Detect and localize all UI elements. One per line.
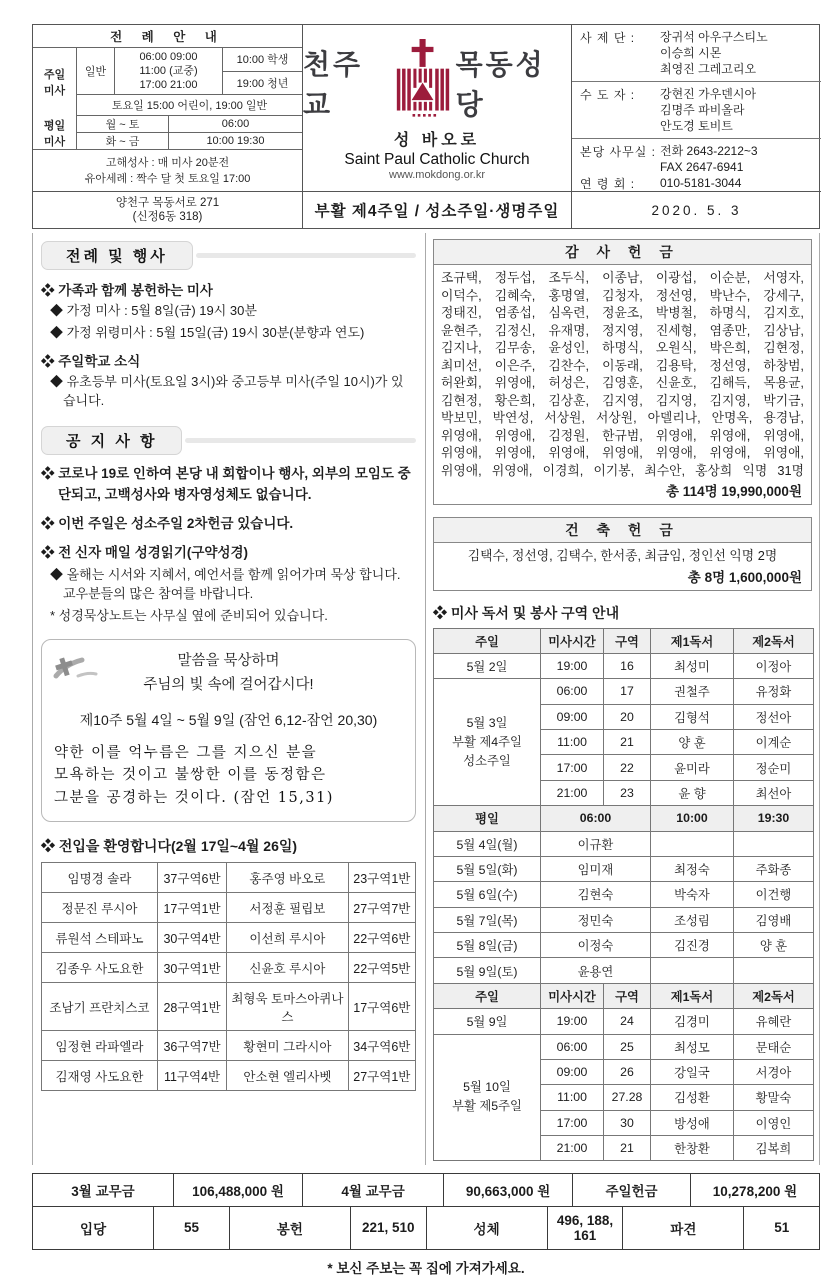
office-group bbox=[572, 139, 821, 192]
transfer-welcome-title: ❖ 전입을 환영합니다(2월 17일~4월 26일) bbox=[41, 838, 298, 855]
sunday-mass-label: 주일 미사 bbox=[33, 48, 77, 116]
logo-subtitle: 성 바오로 bbox=[393, 132, 481, 149]
section-decor-line bbox=[196, 253, 416, 258]
take-home-note: * 보신 주보는 꼭 집에 가져가세요. bbox=[327, 1260, 525, 1276]
section-notice bbox=[41, 426, 416, 455]
confession-baptism-info: 고해성사 : 매 미사 20분전 유아세례 : 짝수 달 첫 토요일 17:00 bbox=[84, 156, 251, 185]
office-label: 본당 사무실 : bbox=[580, 145, 656, 159]
table-row: 5월 5일(화) 임미재 최정숙 주화종 bbox=[434, 856, 814, 881]
hymn-numbers-table bbox=[32, 1206, 820, 1250]
table-row: 정문진 루시아 17구역1반 서정훈 필립보 27구역7반 bbox=[42, 893, 416, 923]
table-row: 09:00 20 김형석 정선아 bbox=[434, 704, 814, 729]
quote-verse: 약한 이를 억누름은 그를 지으신 분을 모욕하는 것이고 불쌍한 이를 동정함은 그분을 공경하는 것이다. (잠언 15,31) bbox=[54, 744, 334, 806]
readings-title: ❖ 미사 독서 및 봉사 구역 안내 bbox=[433, 604, 620, 621]
table-row: 5월 9일 19:00 24 김경미 유혜란 bbox=[434, 1009, 814, 1034]
table-row: 5월 2일 19:00 16 최성미 이정아 bbox=[434, 653, 814, 678]
table-row: 11:00 21 양 훈 이계순 bbox=[434, 730, 814, 755]
notice-item-sub: * 성경묵상노트는 사무실 옆에 준비되어 있습니다. bbox=[50, 608, 328, 624]
schedule-title: 전 례 안 내 bbox=[33, 25, 302, 48]
right-column bbox=[426, 233, 820, 1165]
section-title-notice: 공 지 사 항 bbox=[41, 426, 182, 455]
header bbox=[32, 24, 820, 229]
table-row: 조남기 프란치스코 28구역1반 최형욱 토마스아퀴나스 17구역6반 bbox=[42, 983, 416, 1031]
readings-table bbox=[433, 628, 814, 1162]
priests-label: 사 제 단 : bbox=[580, 31, 636, 45]
office-phones: 전화 2643-2212~3 FAX 2647-6941 bbox=[660, 144, 758, 174]
sisters-label: 수 도 자 : bbox=[580, 88, 636, 102]
notice-item-sub: ◆ 올해는 시서와 지혜서, 예언서를 함께 읽어가며 묵상 합니다. 교우분들의 많은 참여를 바랍니다. bbox=[50, 567, 401, 602]
liturgy-item-sub: ◆ 가정 미사 : 5월 8일(금) 19시 30분 bbox=[50, 303, 257, 318]
sunday-mass-rows bbox=[33, 48, 302, 116]
readings-weekday-rows bbox=[434, 831, 814, 983]
table-row: 5월 9일(토) 윤용연 bbox=[434, 958, 814, 983]
church-address: 양천구 목동서로 271 (신정6동 318) bbox=[33, 192, 303, 228]
transfer-rows bbox=[42, 863, 416, 1091]
table-row: 류원석 스테파노 30구역4반 이선희 루시아 22구역6반 bbox=[42, 923, 416, 953]
sunday-date-cell: 5월 10일 부활 제5주일 bbox=[434, 1034, 541, 1161]
quote-line: 주님의 빛 속에 걸어갑시다! bbox=[143, 676, 314, 693]
table-row: 5월 4일(월) 이규환 bbox=[434, 831, 814, 856]
table-row: 17:00 22 윤미라 정순미 bbox=[434, 755, 814, 780]
building-total: 총 8명 1,600,000원 bbox=[687, 569, 802, 585]
table-row: 17:00 30 방성애 이영인 bbox=[434, 1110, 814, 1135]
table-row: 임정현 라파엘라 36구역7반 황현미 그라시아 34구역6반 bbox=[42, 1031, 416, 1061]
senior-society-label: 연 령 회 : bbox=[580, 177, 636, 191]
building-title: 건 축 헌 금 bbox=[434, 518, 811, 543]
quote-week-range: 제10주 5월 4일 ~ 5월 9일 (잠언 6,12-잠언 20,30) bbox=[79, 711, 378, 728]
cross-sketch-icon bbox=[52, 650, 100, 691]
notice-item: ❖ 코로나 19로 인하여 본당 내 회합이나 행사, 외부의 모임도 중단되고, 고백성사와 병자영성체도 없습니다. bbox=[41, 466, 411, 502]
logo-text-left: 천주교 bbox=[303, 48, 364, 120]
transfer-table bbox=[41, 862, 416, 1091]
building-names: 김택수, 정선영, 김택수, 한서종, 최금임, 정인선 익명 2명 bbox=[467, 548, 778, 563]
left-column bbox=[32, 233, 426, 1165]
student-youth-times: 10:00 학생 19:00 청년 bbox=[223, 48, 302, 94]
table-row: 21:00 21 한창환 김복희 bbox=[434, 1136, 814, 1161]
table-header-row: 주일 미사시간 구역 제1독서 제2독서 bbox=[434, 628, 814, 653]
quote-line: 말씀을 묵상하며 bbox=[177, 652, 280, 669]
feast-title: 부활 제4주일 / 성소주일·생명주일 bbox=[303, 192, 572, 228]
church-logo-icon bbox=[395, 39, 451, 126]
thanksgiving-total: 총 114명 19,990,000원 bbox=[666, 484, 802, 499]
liturgy-item-sub: ◆ 가정 위령미사 : 5월 15일(금) 19시 30분(분향과 연도) bbox=[50, 324, 365, 340]
table-row: 21:00 23 윤 향 최선아 bbox=[434, 780, 814, 805]
table-row: 5월 6일(수) 김현숙 박숙자 이건행 bbox=[434, 882, 814, 907]
weekday-mass-rows: 평일 미사 월 ~ 토 06:00 화 ~ 금 10:00 19:30 bbox=[33, 116, 302, 150]
building-offering-box bbox=[433, 517, 812, 591]
logo-text-right: 목동성당 bbox=[455, 48, 546, 120]
table-row: 5월 8일(금) 이정숙 김진경 양 훈 bbox=[434, 933, 814, 958]
meditation-quote-box bbox=[41, 639, 416, 822]
logo-english-name: Saint Paul Catholic Church bbox=[344, 151, 530, 168]
sisters-names: 강현진 가우덴시아 김명주 파비올라 안도경 토비트 bbox=[660, 87, 757, 133]
general-mass-label: 일반 bbox=[77, 48, 115, 94]
clergy-box bbox=[572, 25, 821, 192]
liturgy-item-sub: ◆ 유초등부 미사(토요일 3시)와 중고등부 미사(주일 10시)가 있습니다. bbox=[50, 373, 404, 408]
notice-item: ❖ 이번 주일은 성소주일 2차헌금 있습니다. bbox=[41, 515, 294, 531]
table-header-row: 주일 미사시간 구역 제1독서 제2독서 bbox=[434, 983, 814, 1008]
table-header-row: 평일 06:00 10:00 19:30 bbox=[434, 806, 814, 831]
notice-item: ❖ 전 신자 매일 성경읽기(구약성경) bbox=[41, 545, 249, 561]
liturgy-item-title: ❖ 주일학교 소식 bbox=[41, 353, 141, 369]
general-mass-times: 06:00 09:00 11:00 (교중) 17:00 21:00 bbox=[115, 48, 223, 94]
table-row: 09:00 26 강일국 서경아 bbox=[434, 1059, 814, 1084]
table-row: 김종우 사도요한 30구역1반 신윤호 루시아 22구역5반 bbox=[42, 953, 416, 983]
mass-schedule-box bbox=[33, 25, 303, 192]
table-row: 11:00 27.28 김성환 황말숙 bbox=[434, 1085, 814, 1110]
table-row: 김재영 사도요한 11구역4반 안소현 엘리사벳 27구역1반 bbox=[42, 1061, 416, 1091]
readings-sunday2 bbox=[434, 983, 814, 1161]
liturgy-item-title: ❖ 가족과 함께 봉헌하는 미사 bbox=[41, 283, 213, 298]
sunday-date-cell: 5월 3일 부활 제4주일 성소주일 bbox=[434, 679, 541, 806]
thanksgiving-names: 조규택, 정두섭, 조두식, 이종남, 이광섭, 이순분, 서영자, 이덕수, 김혜숙, 홍명열, 김청자, 정선영, 박난수, 강세구, 정태진, 엄종섭, 심옥련, 정윤조, 박병철, 하명식, 김지호, 윤현주, 김정신, 유재명, 정지영, 진세형, 염종만, 김상남, 김지나, 김무송, 윤성인, 하명식, 오원식, 박은희, 김현정, 최미선, 이은주, 김찬수, 이동래, 김용탁, 정선영, 하창범, 허완회, 위영애, 허성은, 김영훈, 신윤호, 김해득, 목용균, 김현정, 황은희, 김상훈, 김지영, 김지영, 김지영, 박기금, 박보민, 박연성, 서상원, 서상원, 아델리나, 안명옥, 용경남, 위영애, 위영애, 김정원, 한규범, 위영애, 위영애, 위영애, 위영애, 위영애, 위영애, 위영애, 위영애, 위영애, 위영애, 위영애, 위영애, 이경희, 이기봉, 최수안, 홍상희 익명 31명 bbox=[441, 270, 804, 478]
bulletin-date: 2020. 5. 3 bbox=[651, 202, 742, 218]
monthly-offering-table bbox=[32, 1173, 820, 1207]
church-website: www.mokdong.or.kr bbox=[389, 169, 485, 181]
thanksgiving-title: 감 사 헌 금 bbox=[434, 240, 811, 265]
section-liturgy-events bbox=[41, 241, 416, 270]
table-row: 5월 7일(목) 정민숙 조성림 김영배 bbox=[434, 907, 814, 932]
table-row: 5월 3일 부활 제4주일 성소주일 06:00 17 권철주 유정화 bbox=[434, 679, 814, 704]
weekday-mass-label: 평일 미사 bbox=[33, 116, 77, 149]
table-row: 5월 10일 부활 제5주일 06:00 25 최성모 문태순 bbox=[434, 1034, 814, 1059]
church-logo-block bbox=[303, 25, 572, 192]
section-title-liturgy: 전례 및 행사 bbox=[41, 241, 193, 270]
thanksgiving-offering-box bbox=[433, 239, 812, 505]
table-row: 3월 교무금 106,488,000 원 4월 교무금 90,663,000 원 주일헌금 10,278,200 원 bbox=[33, 1174, 820, 1207]
readings-sunday1 bbox=[434, 628, 814, 831]
saturday-mass-times: 토요일 15:00 어린이, 19:00 일반 bbox=[77, 95, 302, 116]
table-row: 입당 55 봉헌 221, 510 성체 496, 188, 161 파견 51 bbox=[33, 1206, 820, 1249]
priests-group bbox=[572, 25, 821, 82]
section-decor-line bbox=[185, 438, 416, 443]
senior-society-phone: 010-5181-3044 bbox=[660, 176, 742, 190]
priests-names: 장귀석 아우구스티노 이승희 시몬 최영진 그레고리오 bbox=[660, 30, 768, 76]
finance-section bbox=[32, 1173, 820, 1277]
table-row: 임명경 솔라 37구역6반 홍주영 바오로 23구역1반 bbox=[42, 863, 416, 893]
sisters-group bbox=[572, 82, 821, 139]
